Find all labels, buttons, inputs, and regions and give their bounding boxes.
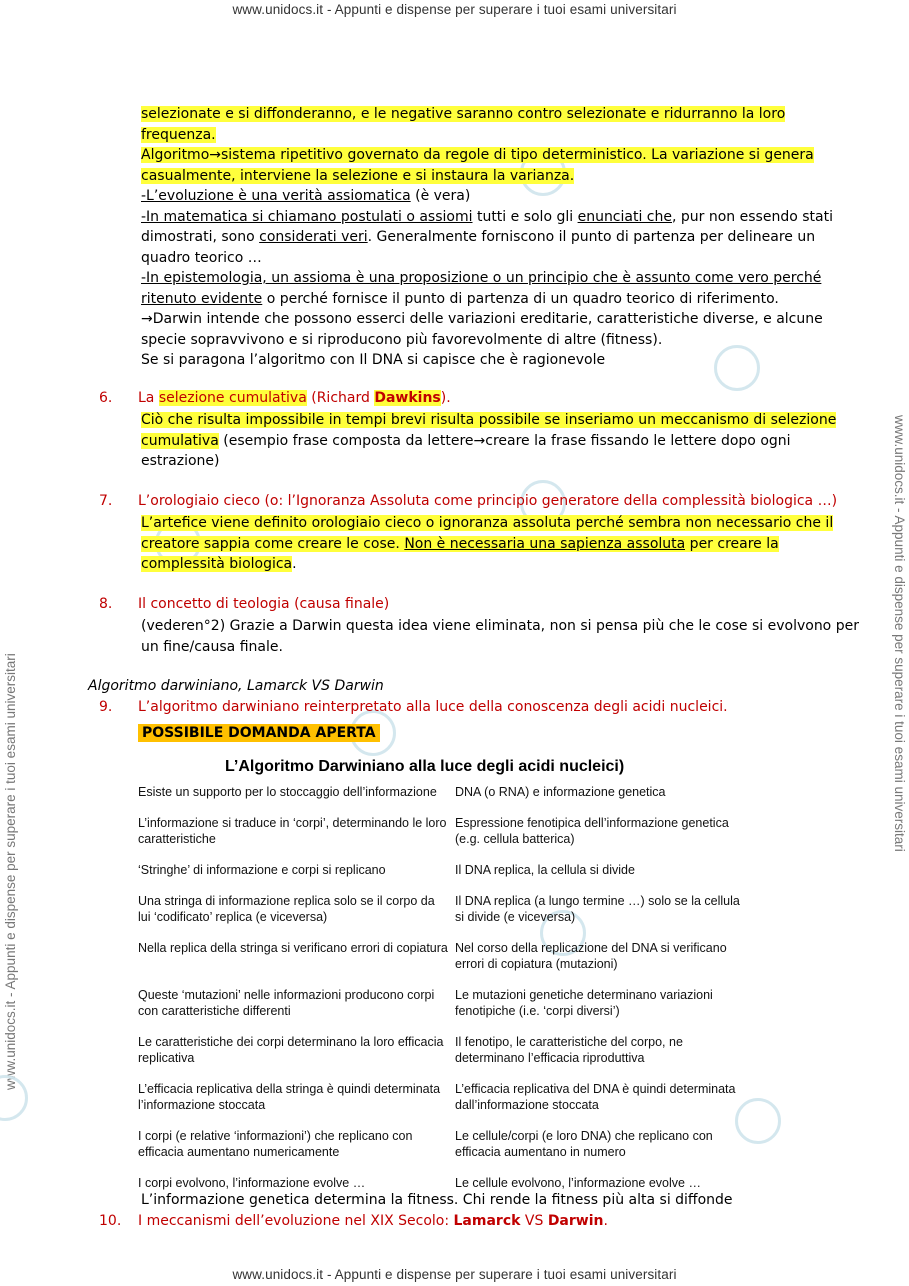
table-cell-left: Esiste un supporto per lo stoccaggio dell’informazione bbox=[138, 785, 437, 799]
item-text: (esempio frase composta da lettere→creare la frase fissando le lettere dopo ogni bbox=[218, 432, 791, 449]
table-cell-left: L’efficacia replicativa della stringa è quindi determinata l’informazione stoccata bbox=[138, 1082, 441, 1112]
table-cell-left: I corpi evolvono, l’informazione evolve … bbox=[138, 1176, 366, 1190]
side-watermark-right: www.unidocs.it - Appunti e dispense per superare i tuoi esami universitari bbox=[892, 415, 907, 852]
page-header: www.unidocs.it - Appunti e dispense per superare i tuoi esami universitari bbox=[232, 2, 677, 17]
table-cell-left: Queste ‘mutazioni’ nelle informazioni producono corpi con caratteristiche differenti bbox=[138, 988, 435, 1018]
intro-text: -In matematica si chiamano postulati o assiomi bbox=[141, 208, 473, 225]
side-watermark-left: www.unidocs.it - Appunti e dispense per superare i tuoi esami universitari bbox=[3, 653, 18, 1090]
intro-text: dimostrati, sono bbox=[141, 229, 260, 245]
intro-text: -In epistemologia, un assioma è una proposizione o un principio che è assunto come vero perché bbox=[141, 270, 822, 286]
table-title: L’Algoritmo Darwiniano alla luce degli acidi nucleici) bbox=[225, 758, 625, 775]
table-cell-right: Espressione fenotipica dell’informazione genetica (e.g. cellula batterica) bbox=[455, 816, 729, 846]
intro-text: (è vera) bbox=[410, 188, 471, 204]
section-title: Algoritmo darwiniano, Lamarck VS Darwin bbox=[88, 678, 384, 694]
table-cell-left: Le caratteristiche dei corpi determinano la loro efficacia replicativa bbox=[138, 1035, 444, 1065]
item-text: per creare la bbox=[685, 535, 779, 552]
item-text: cumulativa bbox=[141, 432, 219, 449]
after-table-text: L’informazione genetica determina la fitness. Chi rende la fitness più alta si diffonde bbox=[141, 1192, 733, 1208]
intro-text: o perché fornisce il punto di partenza di un quadro teorico di riferimento. bbox=[262, 290, 779, 307]
intro-text: -L’evoluzione è una verità assiomatica bbox=[141, 188, 411, 204]
intro-line: selezionate e si diffonderanno, e le negative saranno contro selezionate e ridurranno la loro bbox=[141, 106, 786, 122]
item-number: 7. bbox=[99, 493, 113, 509]
intro-line: Algoritmo→sistema ripetitivo governato da regole di tipo deterministico. La variazione si genera bbox=[141, 147, 814, 163]
table-cell-right: Le cellule/corpi (e loro DNA) che replicano con efficacia aumentano in numero bbox=[455, 1129, 713, 1159]
item-title-part: I meccanismi dell’evoluzione nel XIX Secolo: bbox=[138, 1213, 454, 1229]
intro-text: enunciati che bbox=[577, 208, 672, 225]
item-title-part: La bbox=[138, 390, 159, 406]
intro-text: ritenuto evidente bbox=[141, 290, 263, 307]
table-cell-right: Il DNA replica, la cellula si divide bbox=[455, 863, 635, 877]
item-title bbox=[138, 1213, 608, 1229]
intro-line: casualmente, interviene la selezione e si instaura la varianza. bbox=[141, 167, 575, 184]
item-text: L’artefice viene definito orologiaio cieco o ignoranza assoluta perché sembra non necessario che il bbox=[141, 515, 834, 531]
intro-text: specie sopravvivono e si riproducono più favorevolmente di altre (fitness). bbox=[141, 331, 663, 348]
table-cell-right: Il DNA replica (a lungo termine …) solo se la cellula si divide (e viceversa) bbox=[455, 894, 740, 924]
table-cell-right: L’efficacia replicativa del DNA è quindi determinata dall’informazione stoccata bbox=[455, 1082, 736, 1112]
page-footer: www.unidocs.it - Appunti e dispense per superare i tuoi esami universitari bbox=[232, 1267, 677, 1282]
item-title: Il concetto di teologia (causa finale) bbox=[138, 596, 390, 612]
item-text: Ciò che risulta impossibile in tempi brevi risulta possibile se inseriamo un meccanismo di selezione bbox=[141, 412, 837, 428]
item-title-part: Darwin bbox=[547, 1213, 604, 1229]
item-body bbox=[141, 616, 859, 657]
item-body bbox=[141, 513, 841, 575]
open-question-badge: POSSIBILE DOMANDA APERTA bbox=[138, 724, 380, 742]
intro-text: Se si paragona l’algoritmo con Il DNA si capisce che è ragionevole bbox=[141, 352, 606, 368]
item-number: 10. bbox=[99, 1213, 122, 1229]
table-cell-right: Nel corso della replicazione del DNA si verificano errori di copiatura (mutazioni) bbox=[455, 941, 727, 971]
item-text: (vederen°2) Grazie a Darwin questa idea viene eliminata, non si pensa più che le cose si evolvono per bbox=[141, 618, 859, 634]
item-text: Non è necessaria una sapienza assoluta bbox=[404, 535, 686, 552]
item-text: complessità biologica bbox=[141, 556, 293, 572]
item-title-part: selezione cumulativa bbox=[158, 390, 307, 406]
item-title-part: ). bbox=[440, 390, 451, 406]
table-cell-left: Una stringa di informazione replica solo se il corpo da lui ‘codificato’ replica (e viceversa) bbox=[138, 894, 435, 924]
intro-text: tutti e solo gli bbox=[472, 208, 578, 225]
watermark-logo-icon bbox=[0, 1075, 28, 1121]
table-cell-right: DNA (o RNA) e informazione genetica bbox=[455, 785, 666, 799]
item-number: 9. bbox=[99, 699, 113, 715]
intro-line: frequenza. bbox=[141, 126, 216, 143]
item-number: 6. bbox=[99, 390, 113, 406]
intro-text: quadro teorico … bbox=[141, 249, 262, 266]
intro-block bbox=[141, 104, 841, 371]
item-title-part: Lamarck bbox=[453, 1213, 521, 1229]
item-text: estrazione) bbox=[141, 453, 220, 469]
item-title-part: (Richard bbox=[306, 390, 375, 406]
item-title-part: . bbox=[603, 1213, 608, 1229]
table-cell-left: I corpi (e relative ‘informazioni’) che replicano con efficacia aumentano numericamente bbox=[138, 1129, 413, 1159]
item-text: . bbox=[292, 556, 297, 572]
item-title-part: VS bbox=[520, 1213, 548, 1229]
intro-text: , pur non essendo stati bbox=[672, 208, 833, 225]
intro-text: considerati veri bbox=[259, 229, 368, 245]
intro-text: →Darwin intende che possono esserci delle variazioni ereditarie, caratteristiche diverse, e alcune bbox=[141, 311, 823, 327]
table-cell-right: Il fenotipo, le caratteristiche del corpo, ne determinano l’efficacia riproduttiva bbox=[455, 1035, 683, 1065]
item-body bbox=[141, 410, 841, 472]
item-number: 8. bbox=[99, 596, 113, 612]
table-cell-left: ‘Stringhe’ di informazione e corpi si replicano bbox=[138, 863, 386, 877]
intro-text: . Generalmente forniscono il punto di partenza per delineare un bbox=[367, 229, 816, 245]
table-cell-left: Nella replica della stringa si verificano errori di copiatura bbox=[138, 941, 448, 955]
item-title: L’orologiaio cieco (o: l’Ignoranza Assoluta come principio generatore della complessità biologica …) bbox=[138, 493, 838, 509]
item-title: L’algoritmo darwiniano reinterpretato alla luce della conoscenza degli acidi nucleici. bbox=[138, 699, 728, 715]
table-cell-right: Le mutazioni genetiche determinano variazioni fenotipiche (i.e. ‘corpi diversi’) bbox=[455, 988, 713, 1018]
item-title-part: Dawkins bbox=[374, 390, 441, 406]
table-cell-left: L’informazione si traduce in ‘corpi’, determinando le loro caratteristiche bbox=[138, 816, 447, 846]
item-title bbox=[138, 390, 451, 406]
table-cell-right: Le cellule evolvono, l’informazione evolve … bbox=[455, 1176, 701, 1190]
item-text: creatore sappia come creare le cose. bbox=[141, 535, 405, 552]
item-text: un fine/causa finale. bbox=[141, 638, 283, 655]
